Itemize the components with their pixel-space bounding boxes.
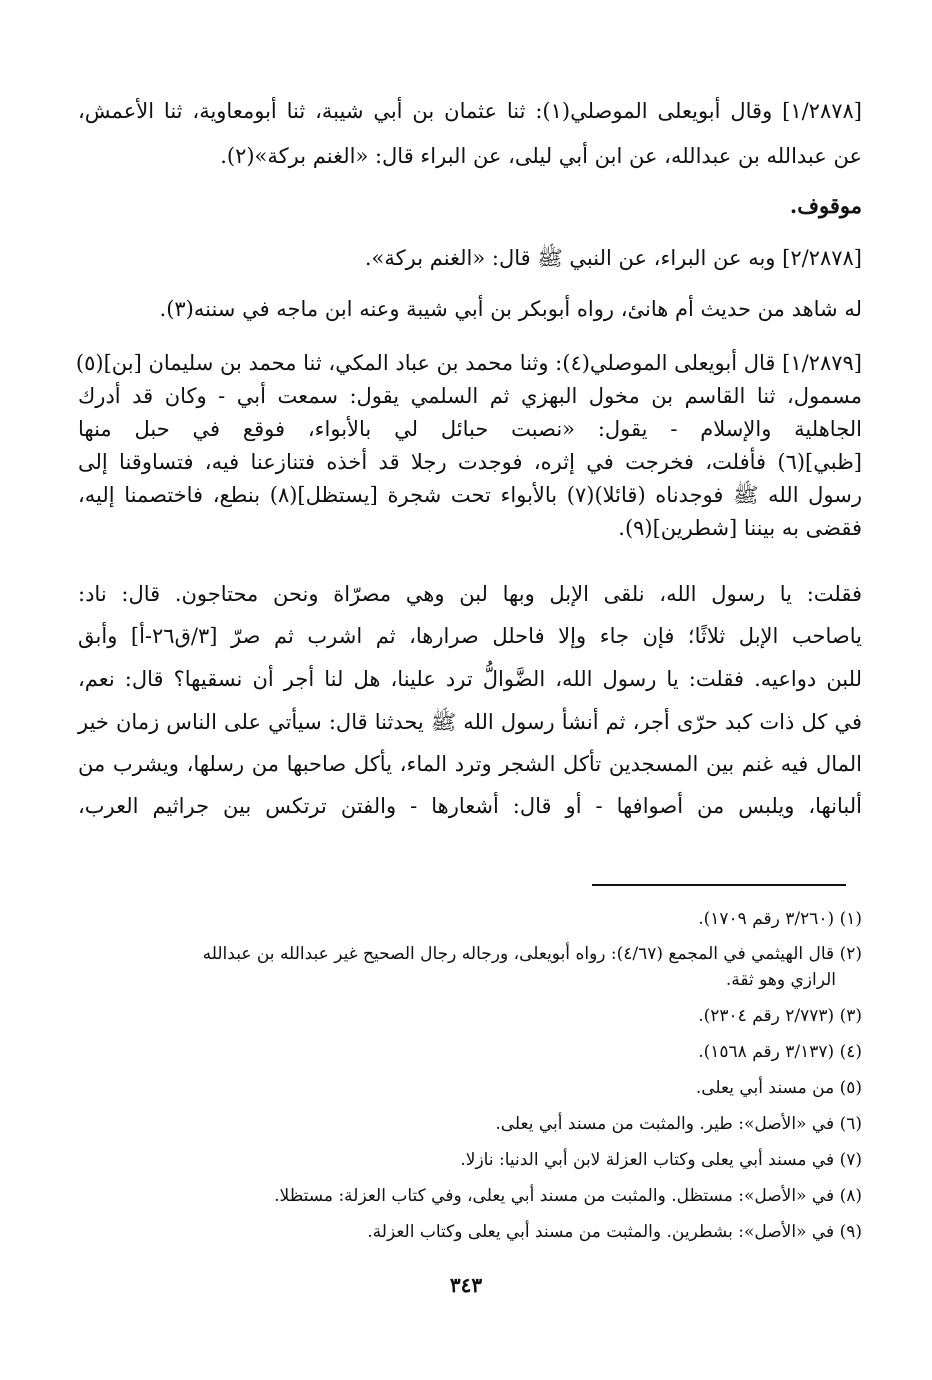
footnote-separator bbox=[592, 884, 846, 886]
page-number: ٣٤٣ bbox=[449, 1273, 483, 1297]
text-line: عن عبدالله بن عبدالله، عن ابن أبي ليلى، عن البراء قال: «الغنم بركة»(٢). bbox=[220, 144, 862, 168]
text-line: ياصاحب الإبل ثلاثًا؛ فإن جاء وإلا فاحلل صرارها، ثم اشرب ثم صرّ [٣/ق٢٦-أ] وأبق bbox=[78, 624, 862, 648]
text-line: في كل ذات كبد حرّى أجر، ثم أنشأ رسول الله ﷺ يحدثنا قال: سيأتي على الناس زمان خير bbox=[78, 710, 862, 734]
footnote: الرازي وهو ثقة. bbox=[725, 970, 836, 990]
footnote: (١) (٣/٢٦٠ رقم ١٧٠٩). bbox=[698, 909, 862, 929]
text-line: موقوف. bbox=[789, 193, 862, 218]
text-line: مسمول، ثنا القاسم بن مخول البهزي ثم السلمي يقول: سمعت أبي - وكان قد أدرك bbox=[78, 384, 862, 408]
footnote: (٦) في «الأصل»: طير. والمثبت من مسند أبي يعلى. bbox=[495, 1114, 862, 1134]
text-line: [٢/٢٨٧٨] وبه عن البراء، عن النبي ﷺ قال: «الغنم بركة». bbox=[364, 246, 862, 270]
text-line: له شاهد من حديث أم هانئ، رواه أبوبكر بن أبي شيبة وعنه ابن ماجه في سننه(٣). bbox=[159, 297, 862, 321]
text-line: فقلت: يا رسول الله، نلقى الإبل وبها لبن وهي مصرّاة ونحن محتاجون. قال: ناد: bbox=[78, 582, 862, 606]
footnote: (٨) في «الأصل»: مستظل. والمثبت من مسند أبي يعلى، وفي كتاب العزلة: مستظلا. bbox=[274, 1186, 862, 1206]
text-line: فقضى به بيننا [شطرين](٩). bbox=[618, 516, 862, 540]
text-line: [١/٢٨٧٩] قال أبويعلى الموصلي(٤): وثنا محمد بن عباد المكي، ثنا محمد بن سليمان [بن](٥) bbox=[75, 351, 862, 375]
footnote: (٣) (٢/٧٧٣ رقم ٢٣٠٤). bbox=[698, 1006, 862, 1026]
text-line: المال فيه غنم بين المسجدين تأكل الشجر وترد الماء، يأكل صاحبها من رسلها، ويشرب من bbox=[78, 752, 862, 776]
footnote: (٧) في مسند أبي يعلى وكتاب العزلة لابن أبي الدنيا: نازلا. bbox=[460, 1150, 862, 1170]
text-line: للبن دواعيه. فقلت: يا رسول الله، الضَّوالُّ ترد علينا، هل لنا أجر أن نسقيها؟ قال: نعم، bbox=[78, 667, 862, 691]
footnote: (٩) في «الأصل»: بشطرين. والمثبت من مسند أبي يعلى وكتاب العزلة. bbox=[367, 1222, 862, 1242]
text-line: الجاهلية والإسلام - يقول: «نصبت حبائل لي بالأبواء، فوقع في حبل منها bbox=[78, 417, 862, 441]
page-body bbox=[75, 96, 863, 1346]
text-line: [١/٢٨٧٨] وقال أبويعلى الموصلي(١): ثنا عثمان بن أبي شيبة، ثنا أبومعاوية، ثنا الأعمش، bbox=[78, 99, 862, 123]
footnote: (٢) قال الهيثمي في المجمع (٤/٦٧): رواه أبويعلى، ورجاله رجال الصحيح غير عبدالله بن عبدالله bbox=[202, 944, 862, 964]
footnote: (٥) من مسند أبي يعلى. bbox=[695, 1078, 862, 1098]
text-line: [ظبي](٦) فأفلت، فخرجت في إثره، فوجدت رجلا قد أخذه فتنازعنا فيه، فتساوقنا إلى bbox=[78, 450, 862, 474]
text-line: ألبانها، ويلبس من أصوافها - أو قال: أشعارها - والفتن ترتكس بين جراثيم العرب، bbox=[78, 794, 862, 818]
text-line: رسول الله ﷺ فوجدناه (قائلا)(٧) بالأبواء تحت شجرة [يستظل](٨) بنطع، فاختصمنا إليه، bbox=[78, 483, 863, 507]
footnote: (٤) (٣/١٣٧ رقم ١٥٦٨). bbox=[698, 1042, 862, 1062]
